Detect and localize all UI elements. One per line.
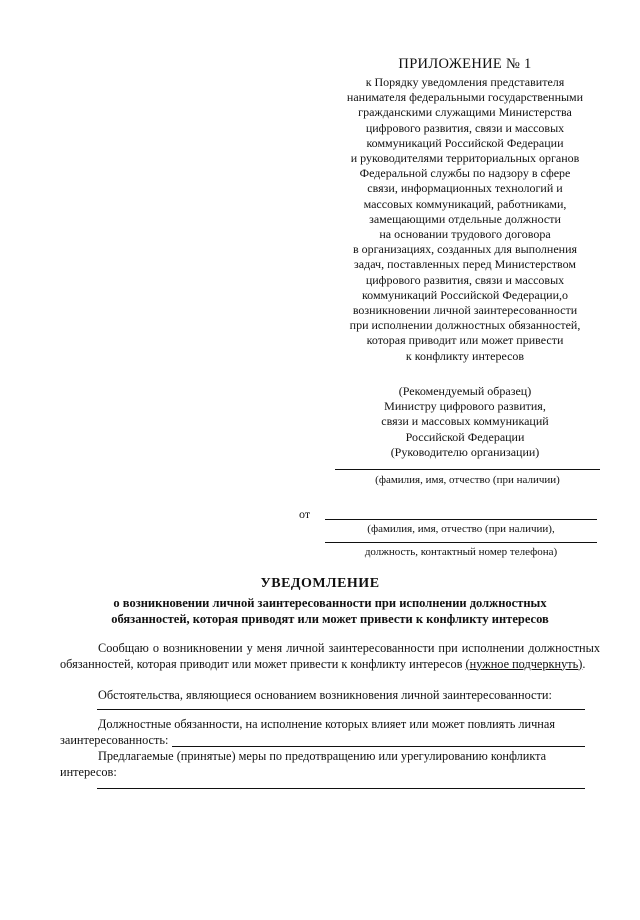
appendix-description (330, 75, 600, 364)
appendix-line: массовых коммуникаций, работниками, (363, 196, 567, 211)
measures-line[interactable] (97, 788, 585, 789)
appendix-line: к конфликту интересов (405, 348, 525, 363)
from-label: от (299, 507, 311, 521)
addressee-fio-caption: (фамилия, имя, отчество (при наличии) (375, 474, 560, 486)
appendix-line: цифрового развития, связи и массовых (365, 120, 565, 135)
paragraph-measures-line2: интересов: (60, 765, 117, 779)
appendix-line: возникновении личной заинтересованности (352, 303, 578, 318)
duties-line[interactable] (172, 746, 585, 747)
paragraph-report (60, 641, 600, 672)
appendix-line: в организациях, созданных для выполнения (352, 242, 578, 257)
notice-subtitle-line: обязанностей, которая приводят или может привести к конфликту интересов (111, 612, 549, 626)
appendix-line: которая приводит или может привести (366, 333, 564, 348)
notice-subtitle (60, 595, 600, 627)
circumstances-line[interactable] (97, 709, 585, 710)
addressee-block (330, 384, 600, 460)
appendix-line: замещающими отдельные должности (369, 211, 561, 226)
underline-note: (нужное подчеркнуть) (465, 656, 583, 671)
appendix-line: коммуникаций Российской Федерации,о (361, 287, 569, 302)
appendix-line: связи, информационных технологий и (367, 181, 563, 196)
sender-position-caption: должность, контактный номер телефона) (364, 546, 558, 558)
addressee-fio-line[interactable] (335, 469, 600, 470)
appendix-line: к Порядку уведомления представителя (365, 75, 565, 89)
sender-position-line[interactable] (325, 542, 597, 543)
paragraph-circumstances: Обстоятельства, являющиеся основанием возникновения личной заинтересованности: (98, 688, 552, 702)
appendix-line: на основании трудового договора (379, 227, 551, 242)
addressee-line: Российской Федерации (405, 429, 525, 444)
addressee-line: Министру цифрового развития, (384, 399, 546, 414)
sender-fio-caption: (фамилия, имя, отчество (при наличии), (367, 523, 555, 535)
notice-subtitle-line: о возникновении личной заинтересованности при исполнении должностных (113, 596, 547, 610)
appendix-line: при исполнении должностных обязанностей, (349, 318, 581, 333)
appendix-line: цифрового развития, связи и массовых (365, 272, 565, 287)
appendix-line: гражданскими служащими Министерства (358, 105, 572, 120)
appendix-line: Федеральной службы по надзору в сфере (359, 166, 571, 181)
appendix-line: задач, поставленных перед Министерством (354, 257, 576, 272)
paragraph-report-end: . (582, 656, 586, 671)
addressee-line: связи и массовых коммуникаций (381, 414, 549, 429)
appendix-title: ПРИЛОЖЕНИЕ № 1 (398, 56, 532, 72)
paragraph-measures-line1: Предлагаемые (принятые) меры по предотвращению или урегулированию конфликта (98, 749, 547, 763)
paragraph-duties-line2: заинтересованность: (60, 733, 169, 747)
sender-fio-line[interactable] (325, 519, 597, 520)
paragraph-duties-line1: Должностные обязанности, на исполнение которых влияет или может повлиять личная (98, 717, 555, 731)
appendix-line: и руководителями территориальных органов (350, 151, 580, 166)
paragraph-report-text: Сообщаю о возникновении у меня личной заинтересованности при исполнении должностных обязанностей, которая приводит или может привести к конфликту интересов (60, 641, 600, 671)
sample-label: (Рекомендуемый образец) (398, 384, 532, 398)
appendix-line: коммуникаций Российской Федерации (366, 135, 564, 150)
notice-title: УВЕДОМЛЕНИЕ (260, 576, 380, 591)
appendix-line: нанимателя федеральными государственными (346, 90, 584, 105)
addressee-line: (Руководителю организации) (390, 444, 540, 459)
